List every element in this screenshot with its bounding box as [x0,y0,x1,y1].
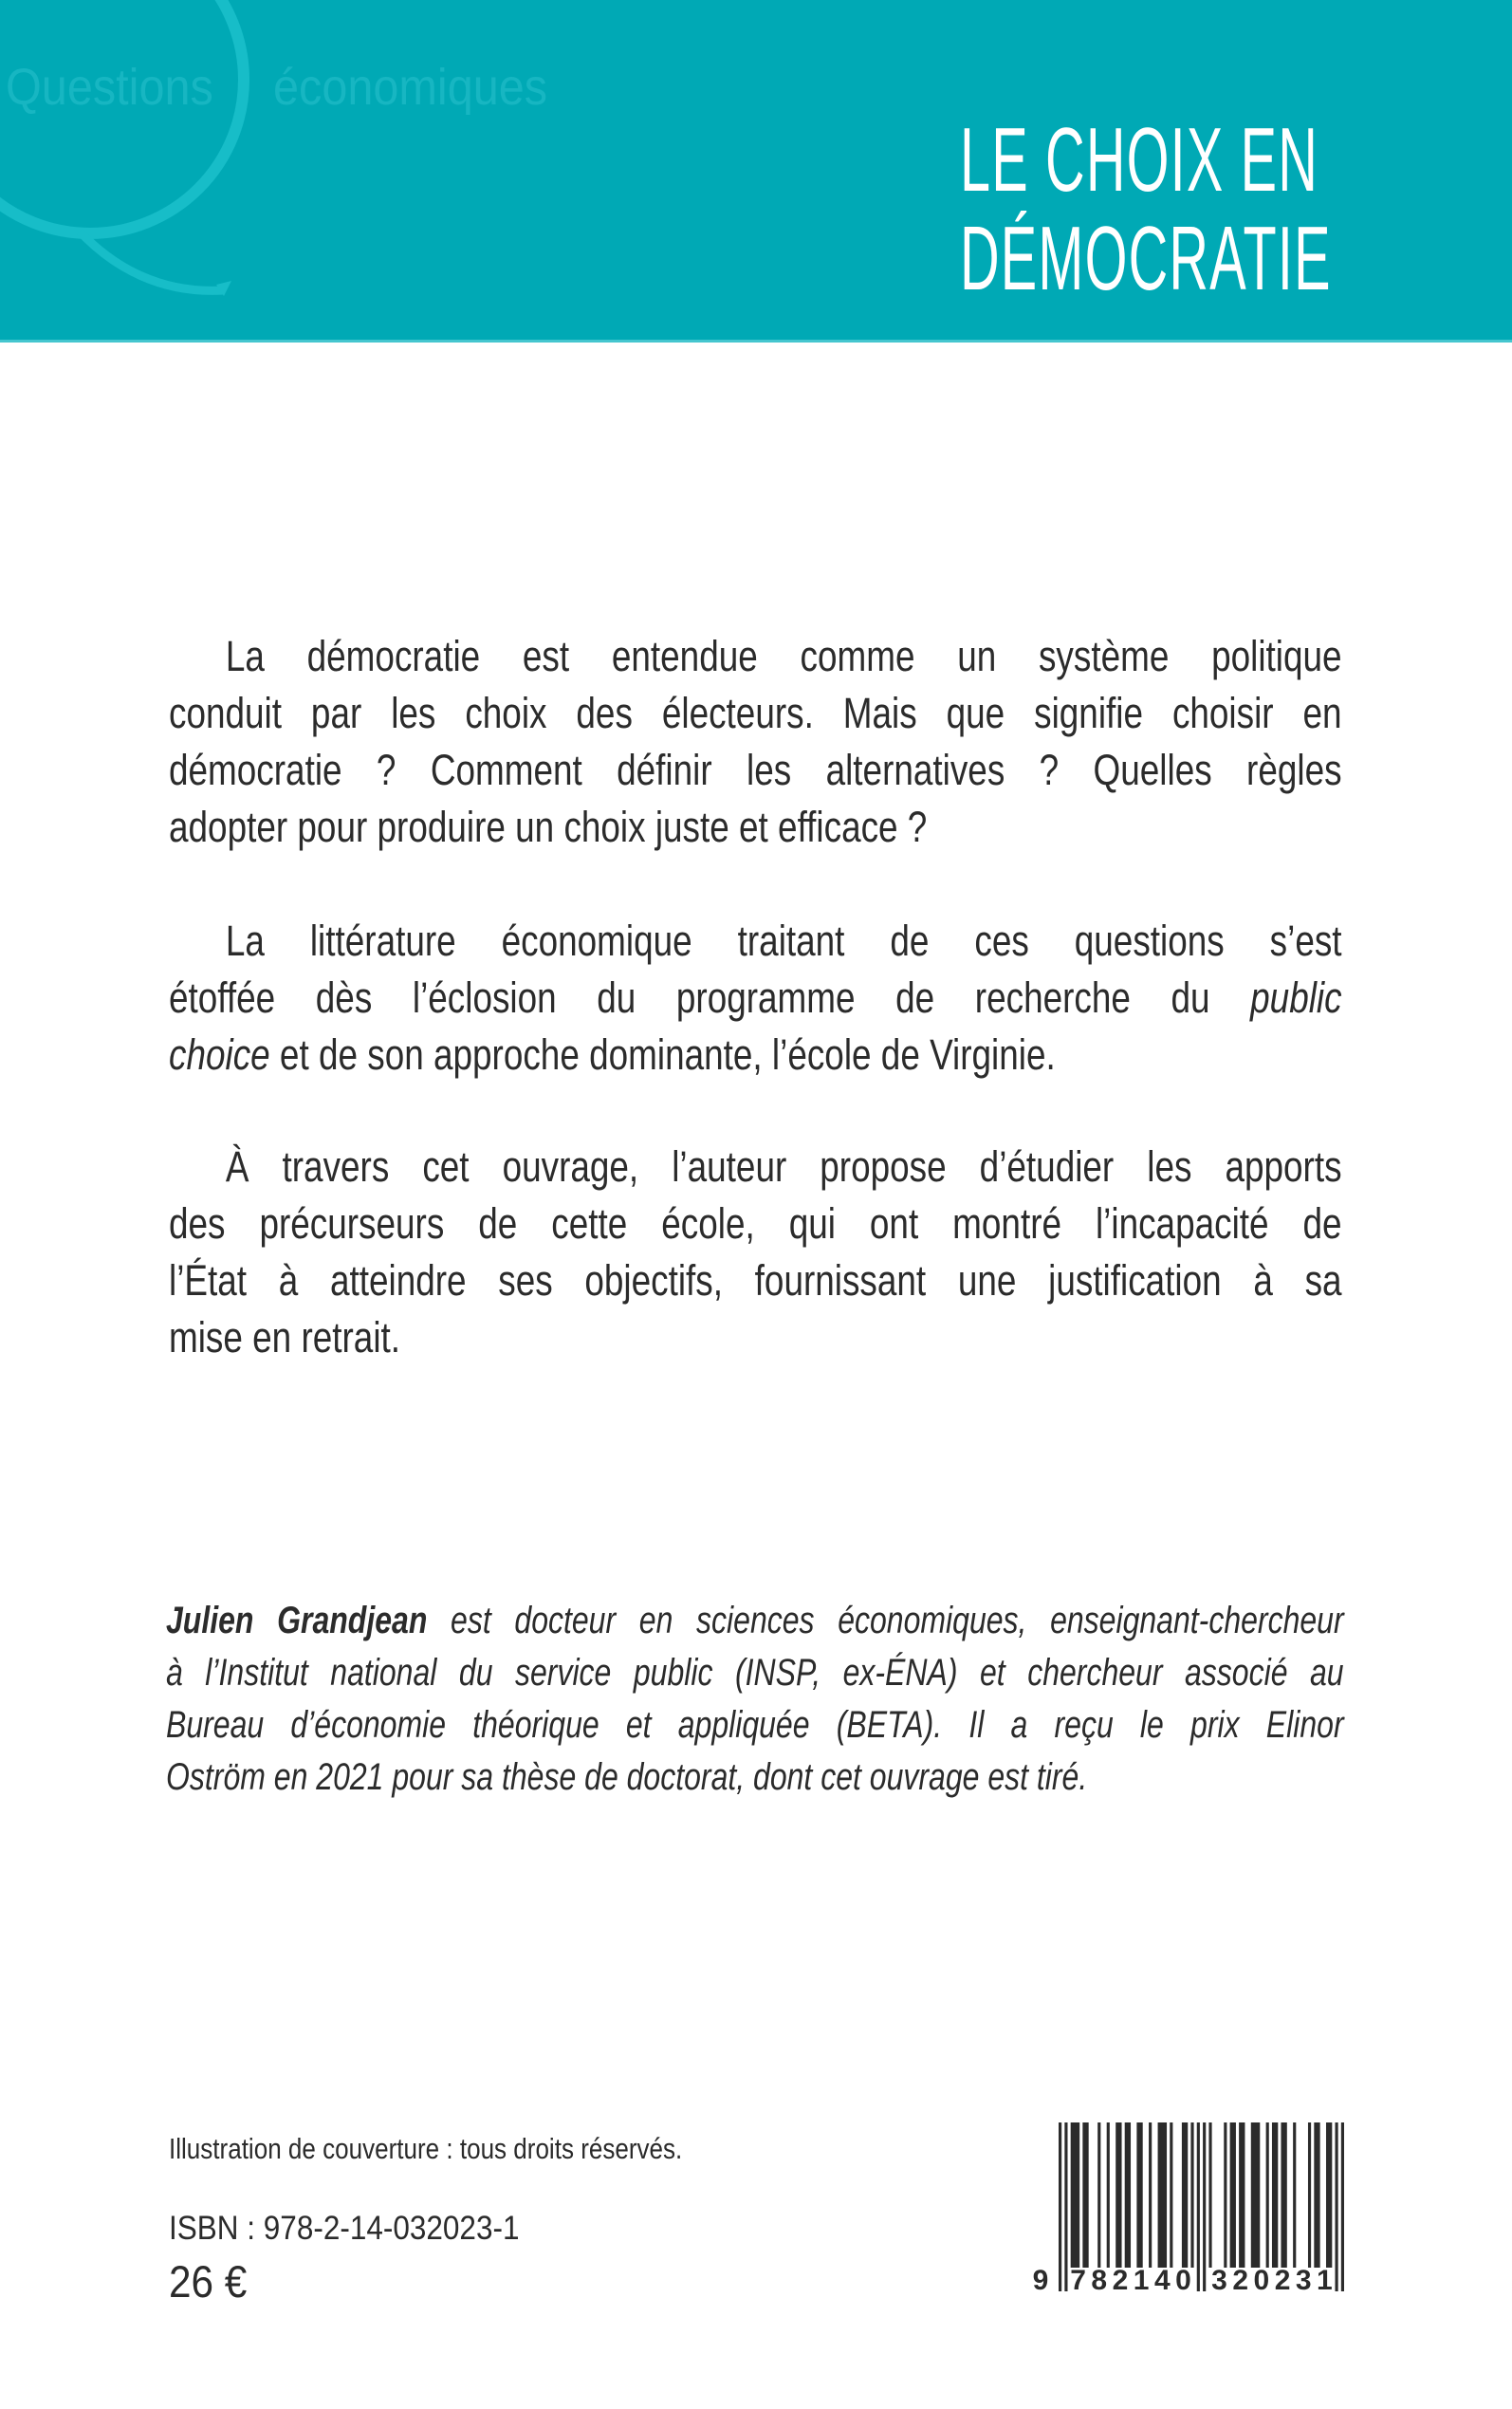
barcode-bar [1116,2122,1121,2268]
barcode-bar [1149,2122,1152,2268]
barcode-digit: 7 [1070,2265,1086,2296]
barcode-digit: 0 [1175,2265,1191,2296]
barcode-bar [1239,2122,1245,2268]
barcode-digit: 2 [1274,2265,1291,2296]
text-run: étoffée dès l’éclosion du programme de recherche du [169,973,1251,1022]
blurb-paragraph-3 [169,1139,1342,1366]
barcode-bar [1071,2122,1080,2268]
barcode-bar [1230,2122,1236,2268]
text-line [169,628,1342,685]
text-run: à l’Institut national du service public (INSP, ex-ÉNA) et chercheur associé au [166,1652,1344,1694]
text-run: l’État à atteindre ses objectifs, fournissant une justification à sa [169,1256,1342,1305]
text-run: La démocratie est entendue comme un système politique [225,632,1342,680]
illustration-credit: Illustration de couverture : tous droits réservés. [169,2132,683,2165]
text-line [169,1309,1342,1366]
barcode-bar [1314,2122,1319,2268]
text-line [166,1647,1344,1699]
q-ring-tail [80,232,224,290]
barcode-guard-bar [1059,2122,1061,2291]
text-line [166,1699,1344,1751]
text-line [169,913,1342,970]
book-title-line2: DÉMOCRATIE [960,208,1332,309]
barcode-bar [1082,2122,1088,2268]
text-line [169,799,1342,856]
barcode-digit: 1 [1317,2265,1333,2296]
barcode-digit: 0 [1253,2265,1270,2296]
barcode-bar [1308,2122,1311,2268]
text-run: démocratie ? Comment définir les alternatives ? Quelles règles [169,746,1342,794]
text-run-italic: choice [169,1030,270,1079]
text-run: adopter pour produire un choix juste et efficace ? [169,803,928,851]
text-run: mise en retrait. [169,1313,401,1362]
text-line [169,742,1342,799]
barcode-bar [1125,2122,1131,2268]
barcode-digit: 9 [1032,2265,1049,2296]
text-line [169,1027,1342,1084]
barcode-guard-bar [1341,2122,1344,2291]
text-run: Oström en 2021 pour sa thèse de doctorat, dont cet ouvrage est tiré. [166,1756,1088,1798]
barcode-digit: 4 [1153,2265,1171,2296]
blurb-paragraph-2 [169,913,1342,1084]
text-line [166,1751,1344,1804]
barcode-bar [1272,2122,1278,2268]
cover-banner [0,0,1512,343]
barcode-digit: 8 [1091,2265,1108,2296]
blurb-paragraph-1 [169,628,1342,856]
barcode-bar [1097,2122,1100,2268]
barcode-bar [1281,2122,1286,2268]
barcode-bar [1293,2122,1296,2268]
series-name-word2: économiques [273,59,548,116]
barcode-digit: 2 [1112,2265,1129,2296]
q-ring-icon [0,0,398,343]
series-name-word1: Questions [6,59,213,116]
text-run: et de son approche dominante, l’école de Virginie. [269,1030,1056,1079]
barcode-guard-bar [1203,2122,1206,2291]
text-line [166,1595,1344,1647]
text-run-italic: public [1250,973,1342,1022]
barcode-bar [1170,2122,1172,2268]
text-line [169,1195,1342,1252]
barcode-digit: 3 [1211,2265,1227,2296]
barcode-bar [1224,2122,1226,2268]
text-line [169,970,1342,1027]
barcode-bar [1326,2122,1332,2268]
barcode-bar [1190,2122,1193,2268]
text-line [169,1139,1342,1195]
text-run: des précurseurs de cette école, qui ont montré l’incapacité de [169,1199,1342,1248]
barcode-guard-bar [1197,2122,1200,2291]
text-line [169,685,1342,742]
barcode-bar [1136,2122,1142,2268]
isbn: ISBN : 978-2-14-032023-1 [169,2210,520,2247]
barcode-bar [1107,2122,1110,2268]
barcode-bar [1158,2122,1168,2268]
barcode-digit: 2 [1232,2265,1249,2296]
barcode-bar [1266,2122,1269,2268]
text-run: est docteur en sciences économiques, enseignant-chercheur [427,1600,1344,1641]
barcode-digit: 1 [1133,2265,1150,2296]
text-run: La littérature économique traitant de ces questions s’est [225,917,1342,965]
barcode-bar [1251,2122,1261,2268]
author-bio [166,1595,1344,1804]
text-run-bold: Julien Grandjean [166,1600,428,1641]
barcode-digit: 3 [1295,2265,1312,2296]
text-run: conduit par les choix des électeurs. Mais que signifie choisir en [169,689,1342,737]
barcode-bar [1182,2122,1188,2268]
text-run: À travers cet ouvrage, l’auteur propose d’étudier les apports [225,1142,1342,1191]
text-run: Bureau d’économie théorique et appliquée (BETA). Il a reçu le prix Elinor [166,1704,1344,1746]
barcode-bar [1208,2122,1211,2268]
price: 26 € [169,2256,248,2307]
text-line [169,1252,1342,1309]
book-title-line1: LE CHOIX EN [960,109,1319,211]
